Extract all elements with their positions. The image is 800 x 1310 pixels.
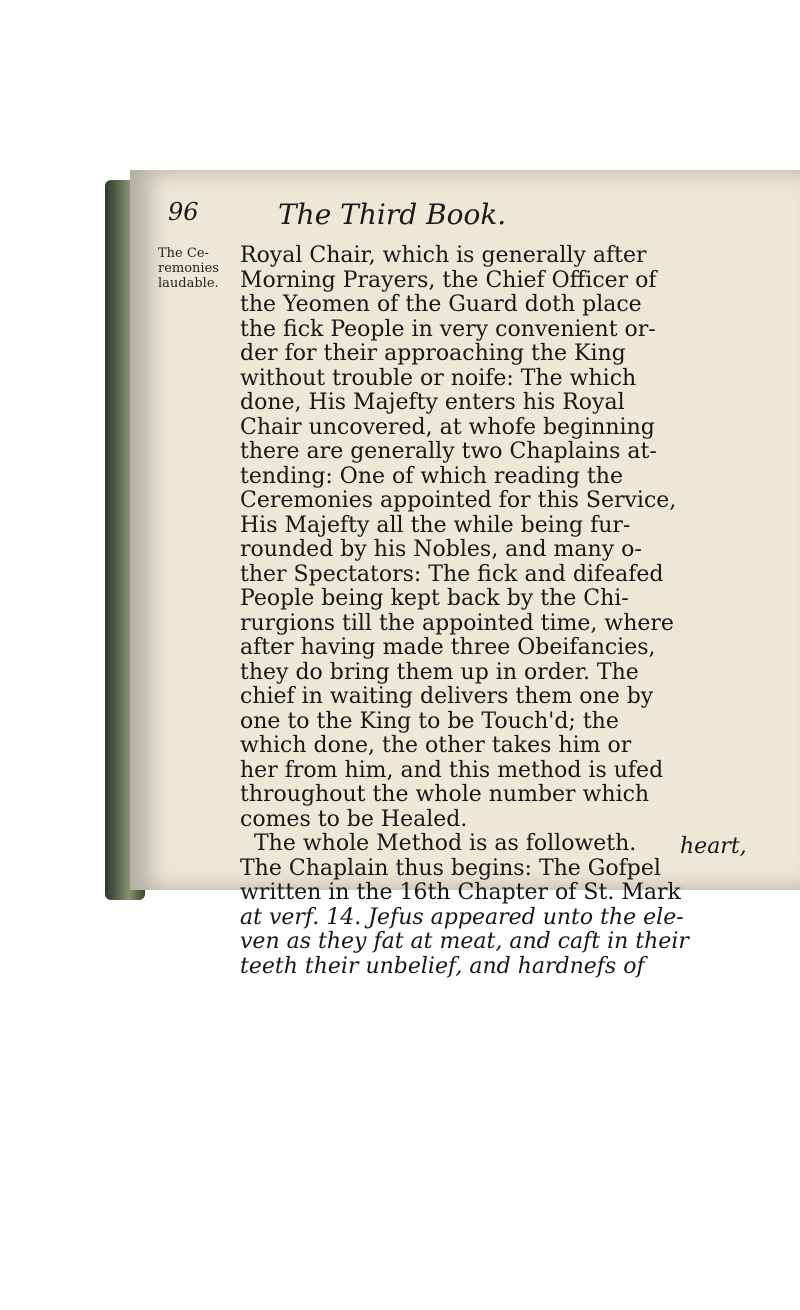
text-line: written in the 16th Chapter of St. Mark	[240, 880, 681, 905]
page-number: 96	[168, 198, 199, 226]
text-line: Chair uncovered, at whofe beginning	[240, 414, 655, 440]
text-line: der for their approaching the King	[240, 341, 626, 366]
text-line: ther Spectators: The fick and difeafed	[240, 561, 664, 587]
text-line: rounded by his Nobles, and many o-	[240, 537, 642, 562]
text-line: throughout the whole number which	[240, 782, 650, 807]
text-line: one to the King to be Touch'd; the	[240, 708, 619, 734]
text-line: the Yeomen of the Guard doth place	[240, 292, 642, 317]
text-line: which done, the other takes him or	[240, 733, 632, 758]
text-line: there are generally two Chaplains at-	[240, 439, 657, 464]
text-line: teeth their unbelief, and hardnefs of	[240, 953, 645, 979]
page-header	[168, 198, 728, 238]
text-line: her from him, and this method is ufed	[240, 757, 664, 783]
text-line: without trouble or noife: The which	[240, 365, 637, 391]
text-line: after having made three Obeifancies,	[240, 635, 656, 660]
text-line: rurgions till the appointed time, where	[240, 610, 674, 636]
text-line: done, His Majefty enters his Royal	[240, 390, 625, 415]
body-text	[240, 244, 800, 979]
text-line: the fick People in very convenient or-	[240, 316, 656, 342]
text-line: The whole Method is as followeth.	[254, 831, 637, 856]
text-line: they do bring them up in order. The	[240, 659, 639, 685]
text-line: chief in waiting delivers them one by	[240, 684, 654, 709]
text-line: tending: One of which reading the	[240, 463, 623, 489]
text-line: The Chaplain thus begins: The Gofpel	[240, 855, 661, 881]
catchword: heart,	[680, 834, 747, 859]
margin-note-line: remonies	[158, 261, 219, 276]
margin-note-line: The Ce-	[158, 246, 209, 261]
running-title: The Third Book.	[278, 198, 507, 231]
text-line: at verf. 14. Jefus appeared unto the ele-	[240, 904, 684, 930]
margin-note-line: laudable.	[158, 276, 219, 291]
text-line: Ceremonies appointed for this Service,	[240, 488, 677, 513]
text-line: Morning Prayers, the Chief Officer of	[240, 267, 657, 293]
text-line: Royal Chair, which is generally after	[240, 243, 647, 268]
text-line: comes to be Healed.	[240, 806, 468, 832]
margin-note	[158, 246, 238, 291]
text-line: People being kept back by the Chi-	[240, 586, 629, 611]
text-line: ven as they fat at meat, and caft in their	[240, 929, 689, 954]
text-line: His Majefty all the while being fur-	[240, 512, 631, 538]
